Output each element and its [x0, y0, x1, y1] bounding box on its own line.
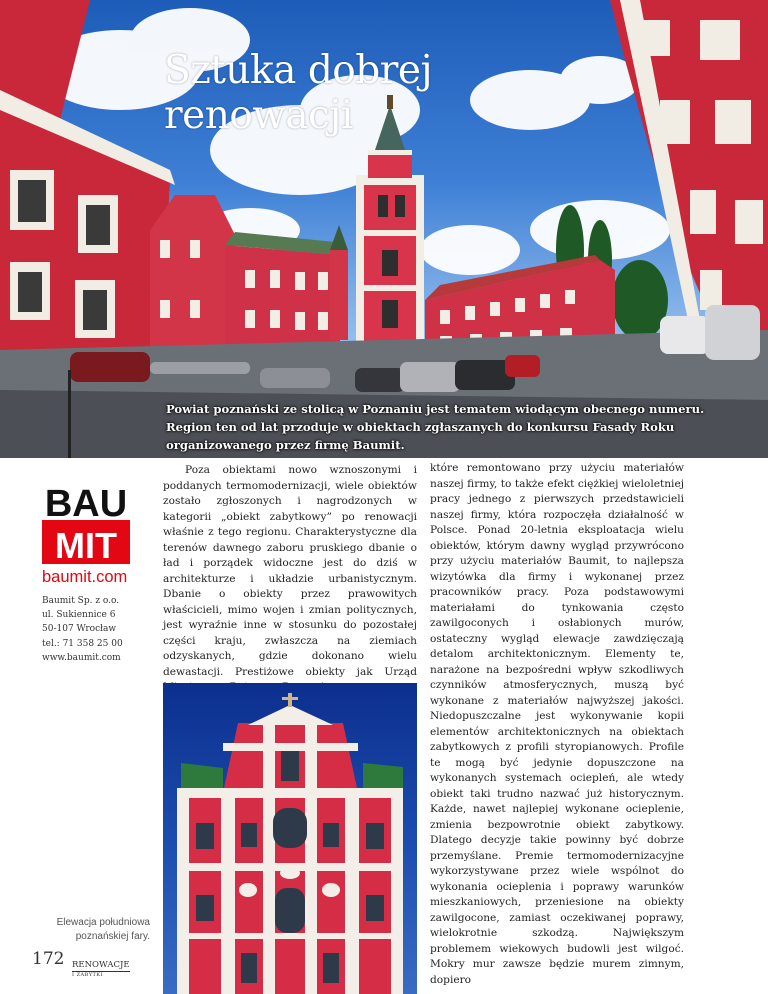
magazine-subtitle: I ZABYTKI: [72, 972, 104, 978]
church-facade-illustration: [163, 683, 417, 994]
article-title: [164, 48, 432, 138]
page-number: 172: [32, 949, 65, 969]
address-line: www.baumit.com: [42, 652, 121, 663]
photo-caption-line-2: poznańskiej fary.: [75, 931, 150, 942]
magazine-name: RENOWACJE: [72, 960, 130, 970]
article-title-line-1: Sztuka dobrej: [164, 48, 433, 93]
magazine-label: [72, 952, 132, 978]
article-column-2: które remontowano przy użyciu materiałów naszej firmy, to także efekt ciężkiej wieloletniej pracy jednego z pierwszych przedstawicieli naszej firmy, która rozpoczęła działalność w Polsce. Ponad 20-letnia eksploatacja wielu obiektów, którym dawny wygląd przywrócono przy użyciu materiałów Baumit, to najlepsza wizytówka dla firmy i wykonanej przez pracowników pracy. Poza podstawowymi materiałami do tynkowania często zawilgoconych i osłabionych murów, ostateczny wygląd elewacje zawdzięczają detalom architektonicznym. Elementy te, narażone na bezpośredni wpływ szkodliwych czynników atmosferycznych, muszą być wykonane z materiałów najwyższej jakości. Niedopuszczalne jest wykonywanie kopii elementów architektonicznych na obiektach zabytkowych z profili styropianowych. Profile te mogą być jedynie dopuszczone na wykonanych systemach ociepleń, ale wtedy obiekt taki trudno nazwać już historycznym. Każde, nawet najlepiej wykonane ocieplenie, zmienia bezpowrotnie obiekt zabytkowy. Dlatego decyzje takie powinny być dobrze przemyślane. Premie termomodernizacyjne wykorzystywane przez wiele wspólnot do wykonania ocieplenia i poprawy warunków mieszkaniowych, przeniesione na obiekty zawilgocone, zamiast oczekiwanej poprawy, wielokrotnie szkodzą. Największym problemem wiekowych budowli jest wilgoć. Mokry mur zawsze będzie murem zimnym, dopiero: [430, 462, 684, 986]
sidebar: [0, 458, 150, 994]
address-line: ul. Sukiennice 6: [42, 610, 116, 621]
website-label: baumit.com: [42, 568, 128, 586]
logo-wordmark-top: BAU: [44, 483, 128, 525]
company-address: [42, 594, 123, 665]
photo-caption-line-1: Elewacja południowa: [56, 917, 150, 928]
baumit-logo: [42, 476, 130, 564]
church-facade-photo: [163, 683, 417, 994]
address-line: 50-107 Wrocław: [42, 624, 117, 635]
address-line: tel.: 71 358 25 00: [42, 638, 123, 649]
article-column-1: Poza obiektami nowo wznoszonymi i poddanych termomodernizacji, wiele obiektów zostało zgłoszonych i nagrodzonych w kategorii „obiekt zabytkowy” po renowacji właśnie z tego regionu. Charakterystyczne dla terenów dawnego zaboru pruskiego dbanie o ład i porządek widoczne jest do dziś w architekturze i układzie urbanistycznym. Dbanie o obiekty przez prawowitych właścicieli, mimo wojen i zmian politycznych, jest wyraźnie inne w stosunku do pozostałej części kraju, zwłaszcza na ziemiach odzyskanych, gdzie dokonano wielu dewastacji. Prestiżowe obiekty jak Urząd: [163, 464, 417, 678]
photo-caption: [20, 916, 150, 944]
hero-caption: Powiat poznański ze stolicą w Poznaniu jest tematem wiodącym obecnego numeru. Region ten od lat przoduje w obiektach zgłaszanych do konkursu Fasady Roku organizowanego przez firmę Baumit.: [166, 402, 705, 452]
address-line: Baumit Sp. z o.o.: [42, 596, 120, 606]
hero-photo: [0, 0, 768, 458]
article-title-line-2: renowacji: [164, 93, 353, 138]
logo-wordmark-bottom: MIT: [55, 525, 117, 564]
